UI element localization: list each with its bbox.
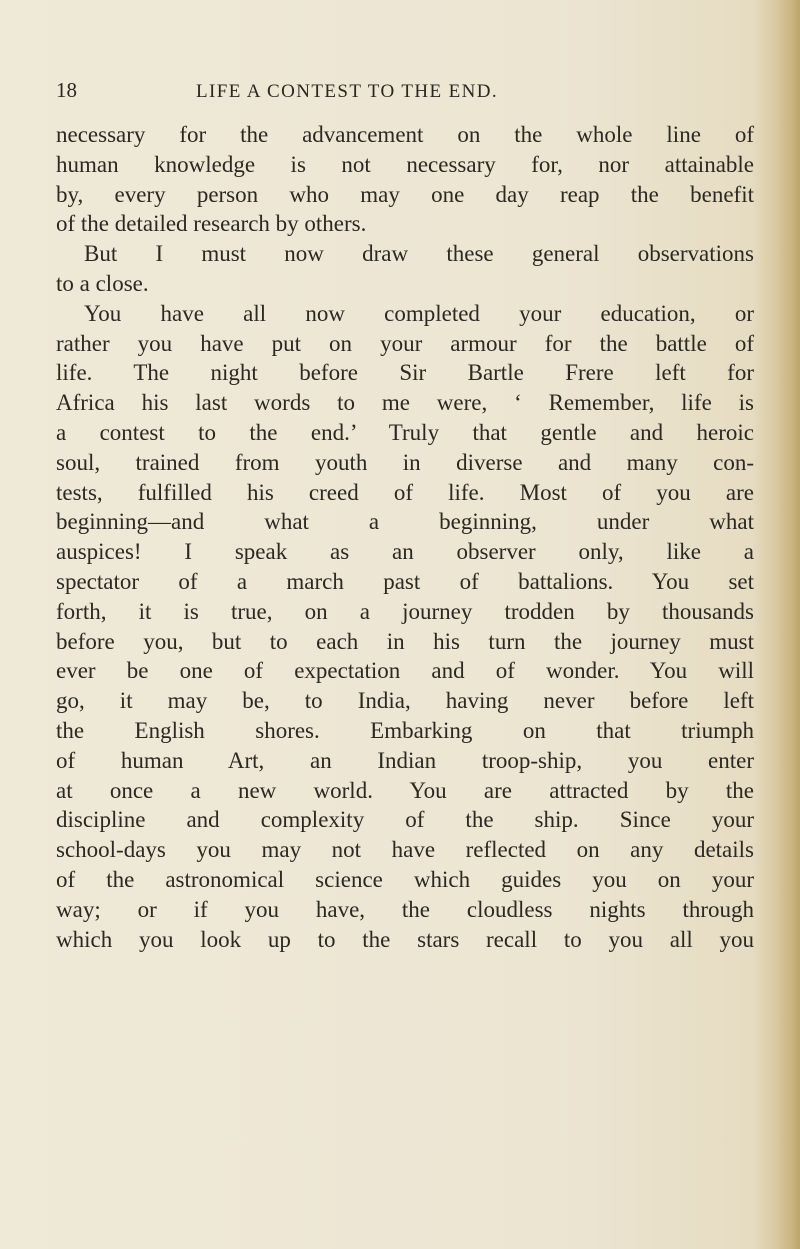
page-edge-shadow xyxy=(778,0,800,1249)
text-line: go, it may be, to India, having never before left xyxy=(56,688,754,714)
text-line: But I must now draw these general observations xyxy=(84,241,754,267)
text-line: ever be one of expectation and of wonder. You will xyxy=(56,658,754,684)
text-line: which you look up to the stars recall to you all you xyxy=(56,926,754,952)
text-line: forth, it is true, on a journey trodden by thousands xyxy=(56,598,754,624)
text-line: life. The night before Sir Bartle Frere left for xyxy=(56,360,754,386)
text-line: rather you have put on your armour for the battle of xyxy=(56,330,754,356)
text-line: way; or if you have, the cloudless nights through xyxy=(56,896,754,922)
text-line: school-days you may not have reflected on any details xyxy=(56,837,754,863)
text-line: of the astronomical science which guides you on your xyxy=(56,866,754,892)
text-line: at once a new world. You are attracted by the xyxy=(56,777,754,803)
text-line: Africa his last words to me were, ‘ Remember, life is xyxy=(56,390,754,416)
text-line: discipline and complexity of the ship. Since your xyxy=(56,807,754,833)
body-text xyxy=(56,120,754,954)
text-line: human knowledge is not necessary for, nor attainable xyxy=(56,151,754,177)
running-head: LIFE A CONTEST TO THE END. xyxy=(196,81,499,102)
text-line: soul, trained from youth in diverse and many con- xyxy=(56,449,754,475)
text-line: tests, fulfilled his creed of life. Most of you are xyxy=(56,479,754,505)
page-header xyxy=(56,78,756,108)
text-line: beginning—and what a beginning, under what xyxy=(56,509,754,535)
text-line: of the detailed research by others. xyxy=(56,211,367,237)
text-line: of human Art, an Indian troop-ship, you enter xyxy=(56,747,754,773)
page-number: 18 xyxy=(56,78,77,102)
text-line: to a close. xyxy=(56,270,149,296)
text-line: spectator of a march past of battalions. You set xyxy=(56,568,754,594)
text-line: before you, but to each in his turn the journey must xyxy=(56,628,754,654)
text-line: a contest to the end.’ Truly that gentle and heroic xyxy=(56,419,754,445)
text-line: by, every person who may one day reap the benefit xyxy=(56,181,754,207)
text-line: You have all now completed your education, or xyxy=(84,300,754,326)
text-line: necessary for the advancement on the whole line of xyxy=(56,122,754,147)
text-line: auspices! I speak as an observer only, like a xyxy=(56,539,754,565)
text-line: the English shores. Embarking on that triumph xyxy=(56,717,754,743)
